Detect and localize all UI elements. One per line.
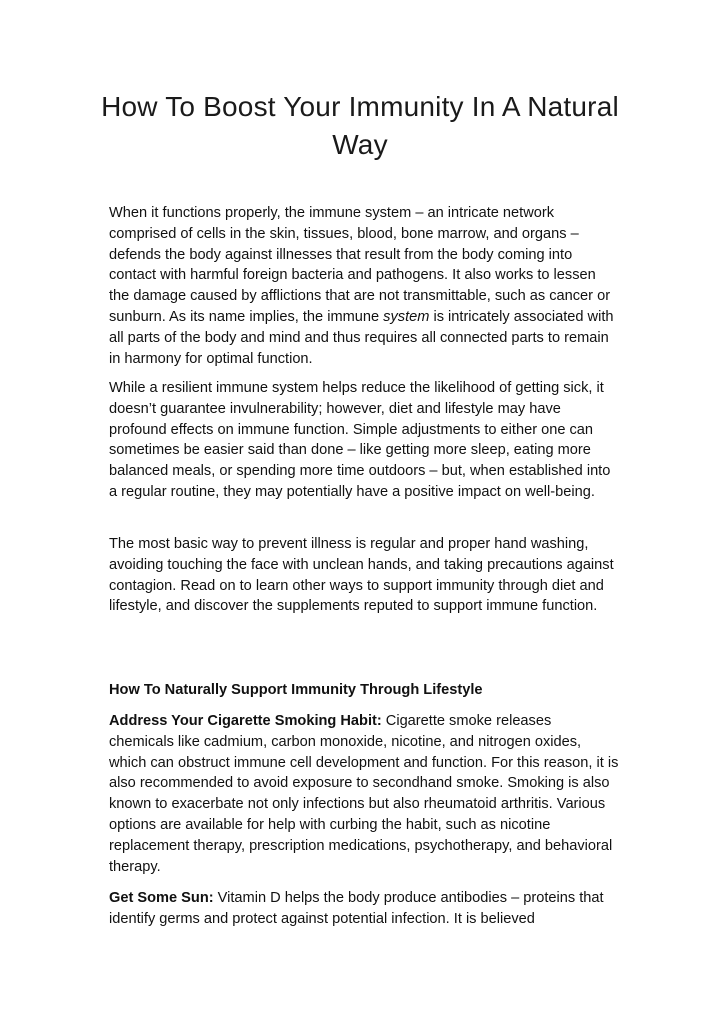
resilience-paragraph: While a resilient immune system helps reduce the likelihood of getting sick, it doesn’t guarantee invulnerability; however, diet and lifestyle may have profound effects on immune function. Simple adjustments to either one can sometimes be easier said than done – like getting more sleep, eating more balanced meals, or spending more time outdoors – but, when established into a regular routine, they may potentially have a positive impact on well-being.	[109, 380, 611, 500]
intro-text-part-2: is intricately associated with all parts of the body and mind and thus requires all connected parts to remain in harmony for optimal function.	[109, 308, 614, 367]
intro-emphasis-system: system	[383, 308, 430, 325]
hand-washing-paragraph: The most basic way to prevent illness is regular and proper hand washing, avoiding touching the face with unclean hands, and taking precautions against contagion. Read on to learn other ways to support immunity through diet and lifestyle, and discover the supplements reputed to support immune function.	[109, 536, 614, 615]
smoking-item	[109, 711, 619, 877]
section-heading: How To Naturally Support Immunity Through Lifestyle	[109, 682, 483, 698]
sun-item-text: Vitamin D helps the body produce antibodies – proteins that identify germs and protect against potential infection. It is believed	[109, 890, 604, 927]
intro-paragraph	[109, 203, 619, 369]
sun-item	[109, 888, 619, 930]
sun-item-label: Get Some Sun:	[109, 890, 214, 906]
smoking-item-text: Cigarette smoke releases chemicals like cadmium, carbon monoxide, nicotine, and nitrogen oxides, which can obstruct immune cell development and function. For this reason, it is also recommended to avoid exposure to secondhand smoke. Smoking is also known to exacerbate not only infections but also rheumatoid arthritis. Various options are available for help with curbing the habit, such as nicotine replacement therapy, prescription medications, psychotherapy, and behavioral therapy.	[109, 713, 619, 875]
document-title: How To Boost Your Immunity In A Natural Way	[101, 91, 619, 160]
smoking-item-label: Address Your Cigarette Smoking Habit:	[109, 713, 382, 729]
intro-text-part-1: When it functions properly, the immune system – an intricate network comprised of cells in the skin, tissues, blood, bone marrow, and organs – defends the body against illnesses that result from the body coming into contact with harmful foreign bacteria and pathogens. It also works to lessen the damage caused by afflictions that are not transmittable, such as cancer or sunburn. As its name implies, the immune	[109, 205, 611, 325]
